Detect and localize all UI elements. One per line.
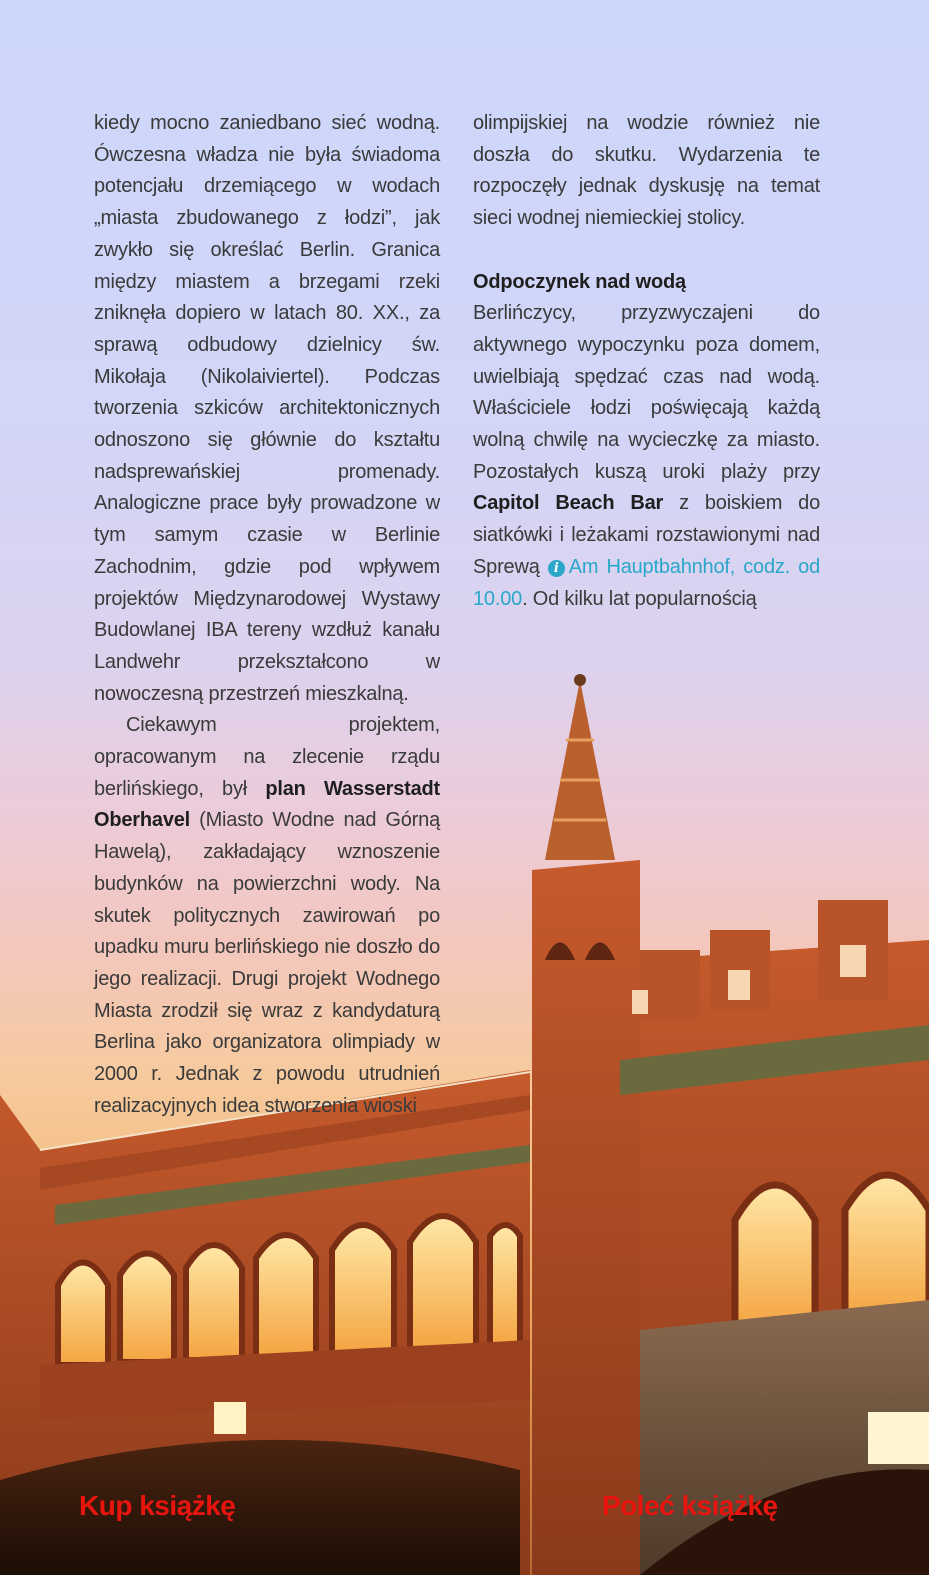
paragraph: olimpijskiej na wodzie również nie doszła do skutku. Wydarzenia te rozpoczęły jednak dyskusję na temat sieci wodnej niemieckiej stolicy.	[473, 112, 820, 230]
paragraph: kiedy mocno zaniedbano sieć wodną. Ówczesna władza nie była świadoma potencjału drzemiącego w wodach „miasta zbudowanego z łodzi”, jak zwykło się określać Berlin. Granica między miastem a brzegami rzeki zniknęła dopiero w latach 80. XX., za sprawą odbudowy dzielnicy św. Mikołaja (Nikolaiviertel). Podczas tworzenia szkiców architektonicznych odnoszono się głównie do kształtu nadsprewańskiej promenady. Analogiczne prace były prowadzone w tym samym czasie w Berlinie Zachodnim, gdzie pod wpływem projektów Międzynarodowej Wystawy Budowlanej IBA tereny wzdłuż kanału Landwehr przekształcono w nowoczesną przestrzeń mieszkalną.	[94, 112, 440, 705]
plan-name: plan Wasserstadt Oberhavel	[94, 777, 440, 832]
paragraph-text: . Od kilku lat popularnością	[522, 587, 757, 610]
paragraph-text: Ciekawym projektem, opracowanym na zlecenie rządu berlińskiego, był	[94, 714, 440, 800]
section-heading: Odpoczynek nad wodą	[473, 270, 686, 293]
venue-name: Capitol Beach Bar	[473, 492, 664, 515]
recommend-book-link[interactable]: Poleć książkę	[602, 1490, 778, 1521]
right-text-column	[473, 108, 820, 615]
left-text-column	[94, 108, 440, 1123]
info-icon: i	[548, 560, 565, 577]
venue-info-text: Am Hauptbahnhof, codz. od 10.00	[473, 555, 820, 610]
paragraph-text: (Miasto Wodne nad Górną Hawelą), zakładający wznoszenie budynków na powierzchni wody. Na skutek politycznych zawirowań po upadku muru berlińskiego nie doszło do jego realizacji. Drugi projekt Wodnego Miasta zrodził się wraz z kandydaturą Berlina jako organizatora olimpiady w 2000 r. Jednak z powodu utrudnień realizacyjnych idea stworzenia wioski	[94, 809, 440, 1117]
paragraph	[94, 710, 440, 1122]
paragraph	[473, 298, 820, 615]
paragraph-text: Berlińczycy, przyzwyczajeni do aktywnego wypoczynku poza domem, uwielbiają spędzać czas nad wodą. Właściciele łodzi poświęcają każdą wolną chwilę na wycieczkę za miasto. Pozostałych kuszą uroki plaży przy	[473, 302, 820, 483]
buy-book-link[interactable]: Kup książkę	[79, 1490, 236, 1521]
paragraph-text: z boiskiem do siatkówki i leżakami rozstawionymi nad Sprewą	[473, 492, 820, 578]
